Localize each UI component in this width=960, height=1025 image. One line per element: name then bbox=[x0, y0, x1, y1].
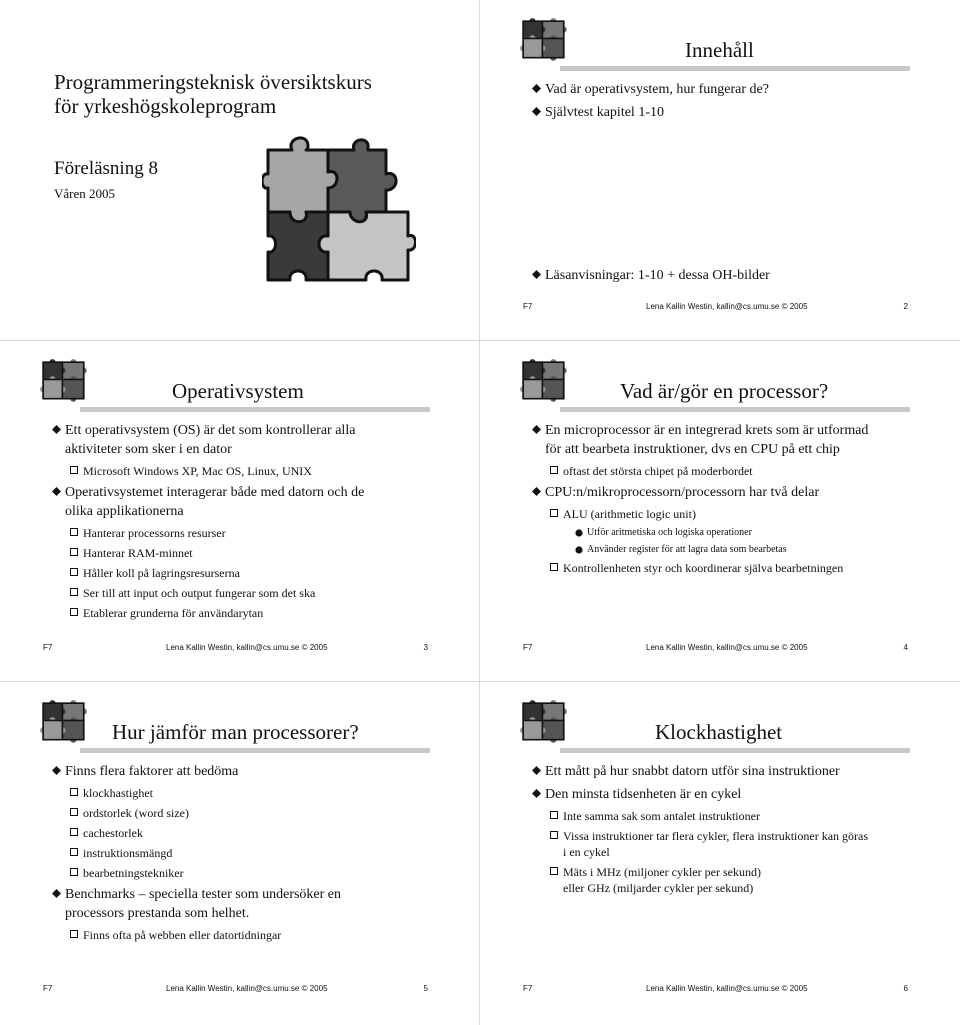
bullet-item: Självtest kapitel 1-10 bbox=[532, 103, 918, 122]
sub-bullet-item: ordstorlek (word size) bbox=[52, 805, 438, 821]
footer-author: Lena Kallin Westin, kallin@cs.umu.se © 2005 bbox=[646, 984, 808, 993]
square-bullet-icon bbox=[550, 831, 558, 839]
lecture-label: Föreläsning 8 bbox=[54, 158, 158, 179]
square-bullet-icon bbox=[550, 811, 558, 819]
course-title-line1: Programmeringsteknisk översiktskurs bbox=[54, 70, 372, 94]
sub-bullet-item: Hanterar RAM-minnet bbox=[52, 545, 438, 561]
sub-bullet-item: Kontrollenheten styr och koordinerar själva bearbetningen bbox=[532, 560, 918, 576]
diamond-bullet-icon bbox=[532, 270, 541, 279]
bullet-item: Vad är operativsystem, hur fungerar de? bbox=[532, 80, 918, 99]
sub-sub-bullet-item: Använder register för att lagra data som bearbetas bbox=[532, 543, 918, 557]
square-bullet-icon bbox=[70, 548, 78, 556]
bullet-item: Operativsystemet interagerar både med datorn och de olika applikationerna bbox=[52, 483, 438, 521]
diamond-bullet-icon bbox=[532, 789, 541, 798]
footer-author: Lena Kallin Westin, kallin@cs.umu.se © 2005 bbox=[646, 643, 808, 652]
sub-bullet-item: klockhastighet bbox=[52, 785, 438, 801]
slide-2 bbox=[480, 0, 958, 340]
footer-course: F7 bbox=[43, 643, 53, 652]
slide-3 bbox=[0, 341, 478, 681]
puzzle-logo-icon bbox=[520, 700, 570, 746]
square-bullet-icon bbox=[70, 848, 78, 856]
slide-4 bbox=[480, 341, 958, 681]
square-bullet-icon bbox=[550, 563, 558, 571]
diamond-bullet-icon bbox=[532, 84, 541, 93]
square-bullet-icon bbox=[70, 588, 78, 596]
title-rule bbox=[560, 407, 910, 412]
diamond-bullet-icon bbox=[532, 487, 541, 496]
diamond-bullet-icon bbox=[52, 889, 61, 898]
sub-bullet-item: instruktionsmängd bbox=[52, 845, 438, 861]
slide-footer bbox=[523, 984, 908, 996]
sub-bullet-item: bearbetningstekniker bbox=[52, 865, 438, 881]
bullet-item: Finns flera faktorer att bedöma bbox=[52, 762, 438, 781]
slide-footer bbox=[523, 302, 908, 314]
square-bullet-icon bbox=[70, 568, 78, 576]
puzzle-graphic-icon bbox=[262, 128, 416, 286]
sub-sub-bullet-item: Utför aritmetiska och logiska operationer bbox=[532, 526, 918, 540]
footer-course: F7 bbox=[523, 302, 533, 311]
bullet-item: CPU:n/mikroprocessorn/processorn har två delar bbox=[532, 483, 918, 502]
diamond-bullet-icon bbox=[52, 487, 61, 496]
diamond-bullet-icon bbox=[532, 766, 541, 775]
puzzle-logo-icon bbox=[520, 18, 570, 64]
bullet-item: En microprocessor är en integrerad krets som är utformad för att bearbeta instruktioner, dvs en CPU på ett chip bbox=[532, 421, 918, 459]
footer-author: Lena Kallin Westin, kallin@cs.umu.se © 2005 bbox=[166, 984, 328, 993]
diamond-bullet-icon bbox=[52, 766, 61, 775]
sub-bullet-item: oftast det största chipet på moderbordet bbox=[532, 463, 918, 479]
square-bullet-icon bbox=[550, 466, 558, 474]
page-number: 2 bbox=[903, 302, 908, 311]
square-bullet-icon bbox=[70, 868, 78, 876]
sub-bullet-item: cachestorlek bbox=[52, 825, 438, 841]
sub-bullet-item: Etablerar grunderna för användarytan bbox=[52, 605, 438, 621]
sub-bullet-item: Hanterar processorns resurser bbox=[52, 525, 438, 541]
diamond-bullet-icon bbox=[52, 425, 61, 434]
footer-author: Lena Kallin Westin, kallin@cs.umu.se © 2005 bbox=[646, 302, 808, 311]
sub-bullet-item: Microsoft Windows XP, Mac OS, Linux, UNIX bbox=[52, 463, 438, 479]
bullet-item: Ett mått på hur snabbt datorn utför sina instruktioner bbox=[532, 762, 918, 781]
square-bullet-icon bbox=[550, 867, 558, 875]
circle-bullet-icon bbox=[575, 529, 583, 537]
course-title bbox=[54, 70, 372, 118]
puzzle-logo-icon bbox=[40, 700, 90, 746]
bullet-list bbox=[52, 421, 438, 625]
diamond-bullet-icon bbox=[532, 107, 541, 116]
course-title-line2: för yrkeshögskoleprogram bbox=[54, 94, 277, 118]
bullet-list bbox=[52, 762, 438, 947]
square-bullet-icon bbox=[70, 808, 78, 816]
title-rule bbox=[560, 748, 910, 753]
page-number: 3 bbox=[423, 643, 428, 652]
bottom-bullet bbox=[532, 266, 918, 289]
bullet-item: Läsanvisningar: 1-10 + dessa OH-bilder bbox=[532, 266, 918, 285]
bullet-list bbox=[532, 80, 918, 126]
circle-bullet-icon bbox=[575, 546, 583, 554]
page-number: 5 bbox=[423, 984, 428, 993]
bullet-list bbox=[532, 421, 918, 580]
page-number: 4 bbox=[903, 643, 908, 652]
slide-title: Hur jämför man processorer? bbox=[112, 720, 359, 744]
footer-author: Lena Kallin Westin, kallin@cs.umu.se © 2005 bbox=[166, 643, 328, 652]
slide-title: Vad är/gör en processor? bbox=[620, 379, 829, 403]
square-bullet-icon bbox=[70, 466, 78, 474]
sub-bullet-item: Finns ofta på webben eller datortidningar bbox=[52, 927, 438, 943]
sub-bullet-item: Ser till att input och output fungerar som det ska bbox=[52, 585, 438, 601]
title-rule bbox=[560, 66, 910, 71]
footer-course: F7 bbox=[43, 984, 53, 993]
sub-bullet-item: Håller koll på lagringsresurserna bbox=[52, 565, 438, 581]
slide-title: Innehåll bbox=[685, 38, 754, 62]
square-bullet-icon bbox=[550, 509, 558, 517]
footer-course: F7 bbox=[523, 643, 533, 652]
bullet-item: Ett operativsystem (OS) är det som kontrollerar alla aktiviteter som sker i en dator bbox=[52, 421, 438, 459]
sub-bullet-item: Mäts i MHz (miljoner cykler per sekund) eller GHz (miljarder cykler per sekund) bbox=[532, 864, 918, 896]
puzzle-logo-icon bbox=[520, 359, 570, 405]
title-rule bbox=[80, 748, 430, 753]
square-bullet-icon bbox=[70, 608, 78, 616]
slide-title: Operativsystem bbox=[172, 379, 304, 403]
slide-6 bbox=[480, 682, 958, 1022]
sub-bullet-item: ALU (arithmetic logic unit) bbox=[532, 506, 918, 522]
diamond-bullet-icon bbox=[532, 425, 541, 434]
sub-bullet-item: Vissa instruktioner tar flera cykler, flera instruktioner kan göras i en cykel bbox=[532, 828, 918, 860]
square-bullet-icon bbox=[70, 788, 78, 796]
bullet-item: Benchmarks – speciella tester som undersöker en processors prestanda som helhet. bbox=[52, 885, 438, 923]
slide-title: Klockhastighet bbox=[655, 720, 783, 744]
puzzle-logo-icon bbox=[40, 359, 90, 405]
slide-footer bbox=[43, 643, 428, 655]
page-number: 6 bbox=[903, 984, 908, 993]
bullet-list bbox=[532, 762, 918, 900]
slide-5 bbox=[0, 682, 478, 1022]
square-bullet-icon bbox=[70, 828, 78, 836]
slide-footer bbox=[43, 984, 428, 996]
square-bullet-icon bbox=[70, 930, 78, 938]
square-bullet-icon bbox=[70, 528, 78, 536]
title-rule bbox=[80, 407, 430, 412]
term-label: Våren 2005 bbox=[54, 186, 116, 201]
bullet-item: Den minsta tidsenheten är en cykel bbox=[532, 785, 918, 804]
slide-footer bbox=[523, 643, 908, 655]
footer-course: F7 bbox=[523, 984, 533, 993]
sub-bullet-item: Inte samma sak som antalet instruktioner bbox=[532, 808, 918, 824]
